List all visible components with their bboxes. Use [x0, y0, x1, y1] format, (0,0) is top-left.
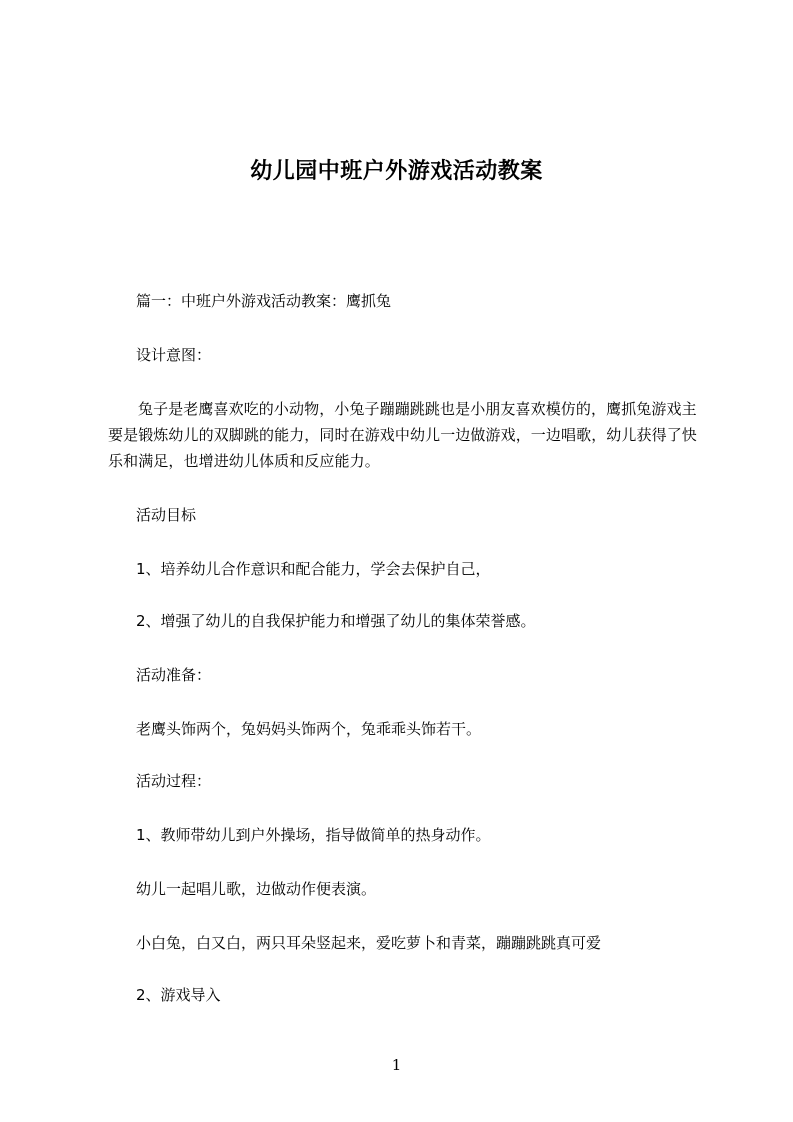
design-intent-label: 设计意图：	[136, 346, 212, 364]
preparation-label: 活动准备：	[136, 666, 212, 684]
song-lyrics: 小白兔，白又白，两只耳朵竖起来，爱吃萝卜和青菜，蹦蹦跳跳真可爱	[136, 934, 602, 952]
process-step-2: 2、游戏导入	[136, 986, 221, 1004]
goal-item-1: 1、培养幼儿合作意识和配合能力，学会去保护自己，	[136, 560, 491, 578]
chapter-heading: 篇一：中班户外游戏活动教案：鹰抓兔	[136, 292, 392, 310]
process-step-1: 1、教师带幼儿到户外操场，指导做简单的热身动作。	[136, 826, 491, 844]
page-number: 1	[391, 1056, 402, 1074]
document-title: 幼儿园中班户外游戏活动教案	[250, 158, 543, 184]
goals-label: 活动目标	[136, 506, 197, 524]
process-step-1-detail: 幼儿一起唱儿歌，边做动作便表演。	[136, 880, 377, 898]
process-label: 活动过程：	[136, 772, 212, 790]
design-intent-paragraph: 兔子是老鹰喜欢吃的小动物，小兔子蹦蹦跳跳也是小朋友喜欢模仿的，鹰抓兔游戏主要是锻炼幼儿的双脚跳的能力，同时在游戏中幼儿一边做游戏，一边唱歌，幼儿获得了快乐和满足，也增进幼儿体质和反应能力。	[108, 400, 697, 470]
goal-item-2: 2、增强了幼儿的自我保护能力和增强了幼儿的集体荣誉感。	[136, 612, 536, 630]
preparation-text: 老鹰头饰两个，兔妈妈头饰两个，兔乖乖头饰若干。	[136, 720, 482, 738]
